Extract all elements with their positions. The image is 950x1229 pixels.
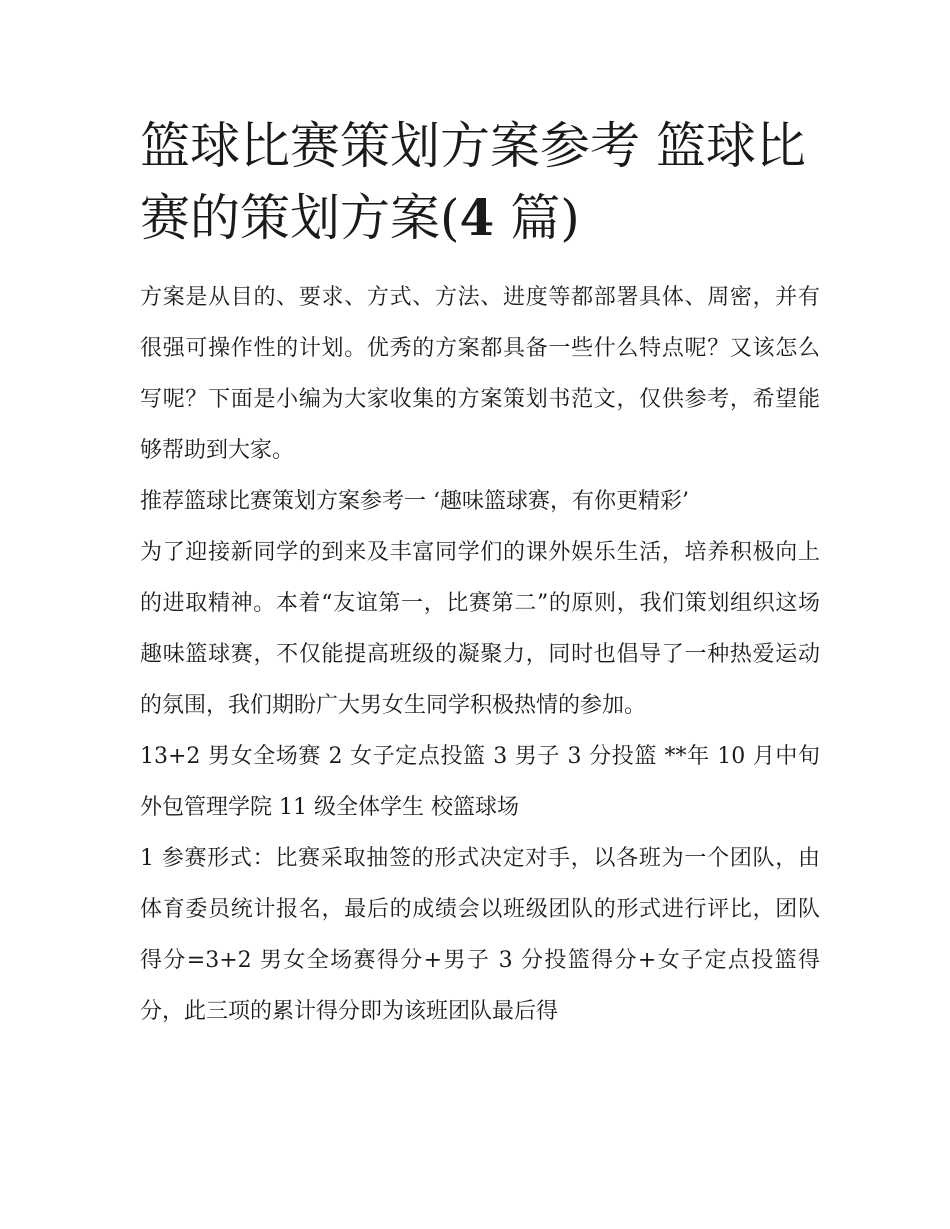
document-title [140,110,820,254]
document-body [140,110,820,1037]
title-text: 篮球比赛策划方案参考 篮球比赛的策划方案( [140,117,806,247]
format-paragraph: 1 参赛形式：比赛采取抽签的形式决定对手，以各班为一个团队，由体育委员统计报名，最后的成绩会以班级团队的形式进行评比，团队得分=3+2 男女全场赛得分+男子 3 分投篮得分+女子定点投篮得分，此三项的累计得分即为该班团队最后得 [140,846,820,1024]
title-count: 4 [459,188,495,247]
title-suffix: 篇) [494,189,580,247]
event-info-paragraph: 13+2 男女全场赛 2 女子定点投篮 3 男子 3 分投篮 **年 10 月中旬 外包管理学院 11 级全体学生 校篮球场 [140,744,820,820]
section-heading: 推荐篮球比赛策划方案参考一 ‘趣味篮球赛，有你更精彩’ [140,489,689,514]
intro-paragraph: 方案是从目的、要求、方式、方法、进度等都部署具体、周密，并有很强可操作性的计划。优秀的方案都具备一些什么特点呢？又该怎么写呢？下面是小编为大家收集的方案策划书范文，仅供参考，希望能够帮助到大家。 [140,285,820,463]
purpose-paragraph: 为了迎接新同学的到来及丰富同学们的课外娱乐生活，培养积极向上的进取精神。本着“友谊第一，比赛第二”的原则，我们策划组织这场趣味篮球赛，不仅能提高班级的凝聚力，同时也倡导了一种热爱运动的氛围，我们期盼广大男女生同学积极热情的参加。 [140,540,820,718]
